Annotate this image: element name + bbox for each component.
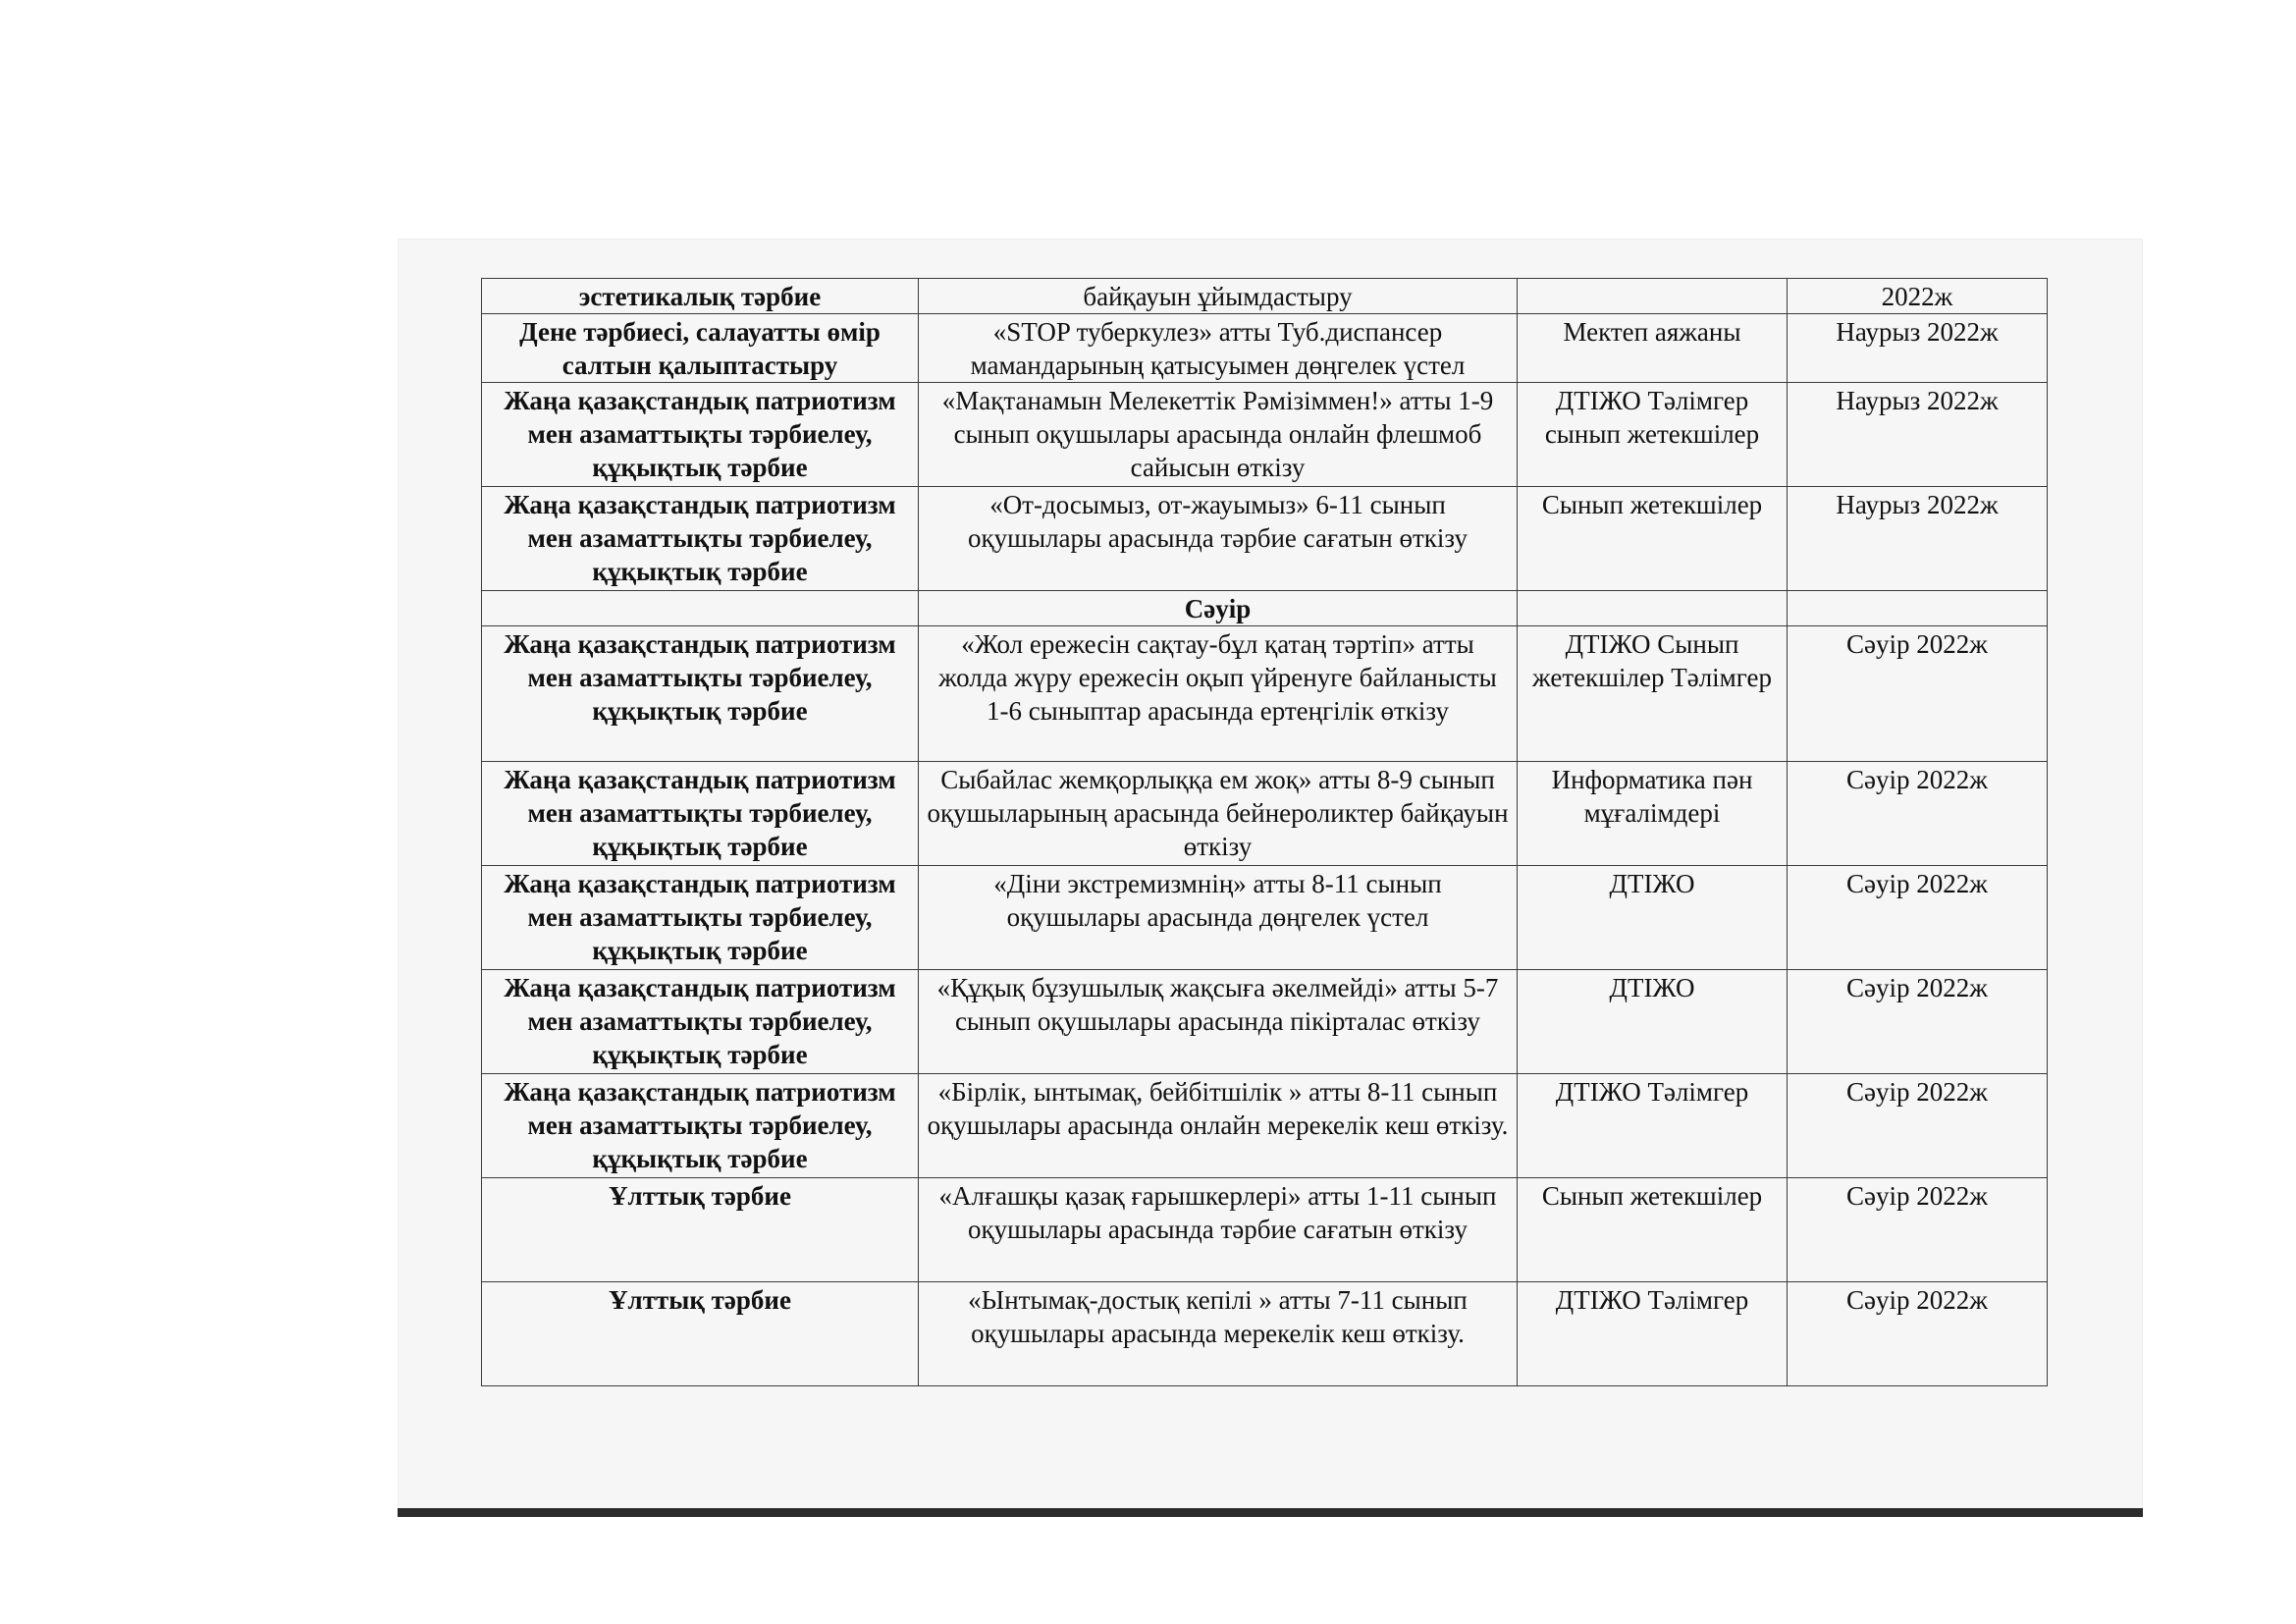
responsible-cell: ДТІЖО Тәлімгер bbox=[1518, 1282, 1788, 1386]
event-cell: «STOP туберкулез» атты Туб.диспансер мамандарының қатысуымен дөңгелек үстел bbox=[919, 314, 1518, 383]
table-row bbox=[482, 626, 2048, 762]
table-row bbox=[482, 1074, 2048, 1178]
event-cell: «Құқық бұзушылық жақсыға әкелмейді» атты 5-7 сынып оқушылары арасында пікірталас өткізу bbox=[919, 970, 1518, 1074]
direction-cell: Ұлттық тәрбие bbox=[482, 1178, 919, 1282]
direction-cell: Жаңа қазақстандық патриотизм мен азаматтықты тәрбиелеу, құқықтық тәрбие bbox=[482, 866, 919, 970]
scan-edge bbox=[398, 1508, 2143, 1517]
table-row bbox=[482, 314, 2048, 383]
date-cell: Сәуір 2022ж bbox=[1788, 762, 2048, 866]
event-cell: Сыбайлас жемқорлыққа ем жоқ» атты 8-9 сынып оқушыларының арасында бейнероликтер байқауын өткізу bbox=[919, 762, 1518, 866]
date-cell: Наурыз 2022ж bbox=[1788, 314, 2048, 383]
table-row bbox=[482, 970, 2048, 1074]
event-cell: «От-досымыз, от-жауымыз» 6-11 сынып оқушылары арасында тәрбие сағатын өткізу bbox=[919, 487, 1518, 591]
responsible-cell: Мектеп аяжаны bbox=[1518, 314, 1788, 383]
event-cell: «Бірлік, ынтымақ, бейбітшілік » атты 8-11 сынып оқушылары арасында онлайн мерекелік кеш өткізу. bbox=[919, 1074, 1518, 1178]
date-cell: Сәуір 2022ж bbox=[1788, 1178, 2048, 1282]
responsible-cell: Информатика пән мұғалімдері bbox=[1518, 762, 1788, 866]
date-cell: Наурыз 2022ж bbox=[1788, 487, 2048, 591]
date-cell: Сәуір 2022ж bbox=[1788, 1074, 2048, 1178]
responsible-cell: Сынып жетекшілер bbox=[1518, 1178, 1788, 1282]
month-row bbox=[482, 591, 2048, 626]
date-cell: Сәуір 2022ж bbox=[1788, 626, 2048, 762]
table-row bbox=[482, 383, 2048, 487]
direction-cell: эстетикалық тәрбие bbox=[482, 279, 919, 314]
direction-cell: Жаңа қазақстандық патриотизм мен азаматтықты тәрбиелеу, құқықтық тәрбие bbox=[482, 970, 919, 1074]
event-cell: «Мақтанамын Мелекеттік Рәмізіммен!» атты 1-9 сынып оқушылары арасында онлайн флешмоб сайысын өткізу bbox=[919, 383, 1518, 487]
table-row bbox=[482, 1178, 2048, 1282]
table-row bbox=[482, 487, 2048, 591]
responsible-cell: ДТІЖО Сынып жетекшілер Тәлімгер bbox=[1518, 626, 1788, 762]
date-cell: 2022ж bbox=[1788, 279, 2048, 314]
event-plan-table bbox=[481, 278, 2048, 1386]
date-cell: Наурыз 2022ж bbox=[1788, 383, 2048, 487]
event-cell: «Діни экстремизмнің» атты 8-11 сынып оқушылары арасында дөңгелек үстел bbox=[919, 866, 1518, 970]
table-row bbox=[482, 279, 2048, 314]
date-cell: Сәуір 2022ж bbox=[1788, 866, 2048, 970]
table-row bbox=[482, 1282, 2048, 1386]
responsible-cell: ДТІЖО Тәлімгер bbox=[1518, 1074, 1788, 1178]
event-cell: «Жол ережесін сақтау-бұл қатаң тәртіп» атты жолда жүру ережесін оқып үйренуге байланысты 1-6 сыныптар арасында ертеңгілік өткізу bbox=[919, 626, 1518, 762]
responsible-cell: Сынып жетекшілер bbox=[1518, 487, 1788, 591]
direction-cell: Жаңа қазақстандық патриотизм мен азаматтықты тәрбиелеу, құқықтық тәрбие bbox=[482, 626, 919, 762]
date-cell: Сәуір 2022ж bbox=[1788, 970, 2048, 1074]
direction-cell: Жаңа қазақстандық патриотизм мен азаматтықты тәрбиелеу, құқықтық тәрбие bbox=[482, 1074, 919, 1178]
event-cell: байқауын ұйымдастыру bbox=[919, 279, 1518, 314]
direction-cell: Дене тәрбиесі, салауатты өмір салтын қалыптастыру bbox=[482, 314, 919, 383]
month-label: Сәуір bbox=[919, 591, 1518, 626]
responsible-cell: ДТІЖО bbox=[1518, 866, 1788, 970]
direction-cell: Жаңа қазақстандық патриотизм мен азаматтықты тәрбиелеу, құқықтық тәрбие bbox=[482, 487, 919, 591]
direction-cell: Ұлттық тәрбие bbox=[482, 1282, 919, 1386]
date-cell: Сәуір 2022ж bbox=[1788, 1282, 2048, 1386]
responsible-cell: ДТІЖО bbox=[1518, 970, 1788, 1074]
responsible-cell: ДТІЖО Тәлімгер сынып жетекшілер bbox=[1518, 383, 1788, 487]
table-row bbox=[482, 866, 2048, 970]
direction-cell: Жаңа қазақстандық патриотизм мен азаматтықты тәрбиелеу, құқықтық тәрбие bbox=[482, 383, 919, 487]
event-cell: «Алғашқы қазақ ғарышкерлері» атты 1-11 сынып оқушылары арасында тәрбие сағатын өткізу bbox=[919, 1178, 1518, 1282]
direction-cell: Жаңа қазақстандық патриотизм мен азаматтықты тәрбиелеу, құқықтық тәрбие bbox=[482, 762, 919, 866]
event-cell: «Ынтымақ-достық кепілі » атты 7-11 сынып оқушылары арасында мерекелік кеш өткізу. bbox=[919, 1282, 1518, 1386]
table-row bbox=[482, 762, 2048, 866]
responsible-cell bbox=[1518, 279, 1788, 314]
